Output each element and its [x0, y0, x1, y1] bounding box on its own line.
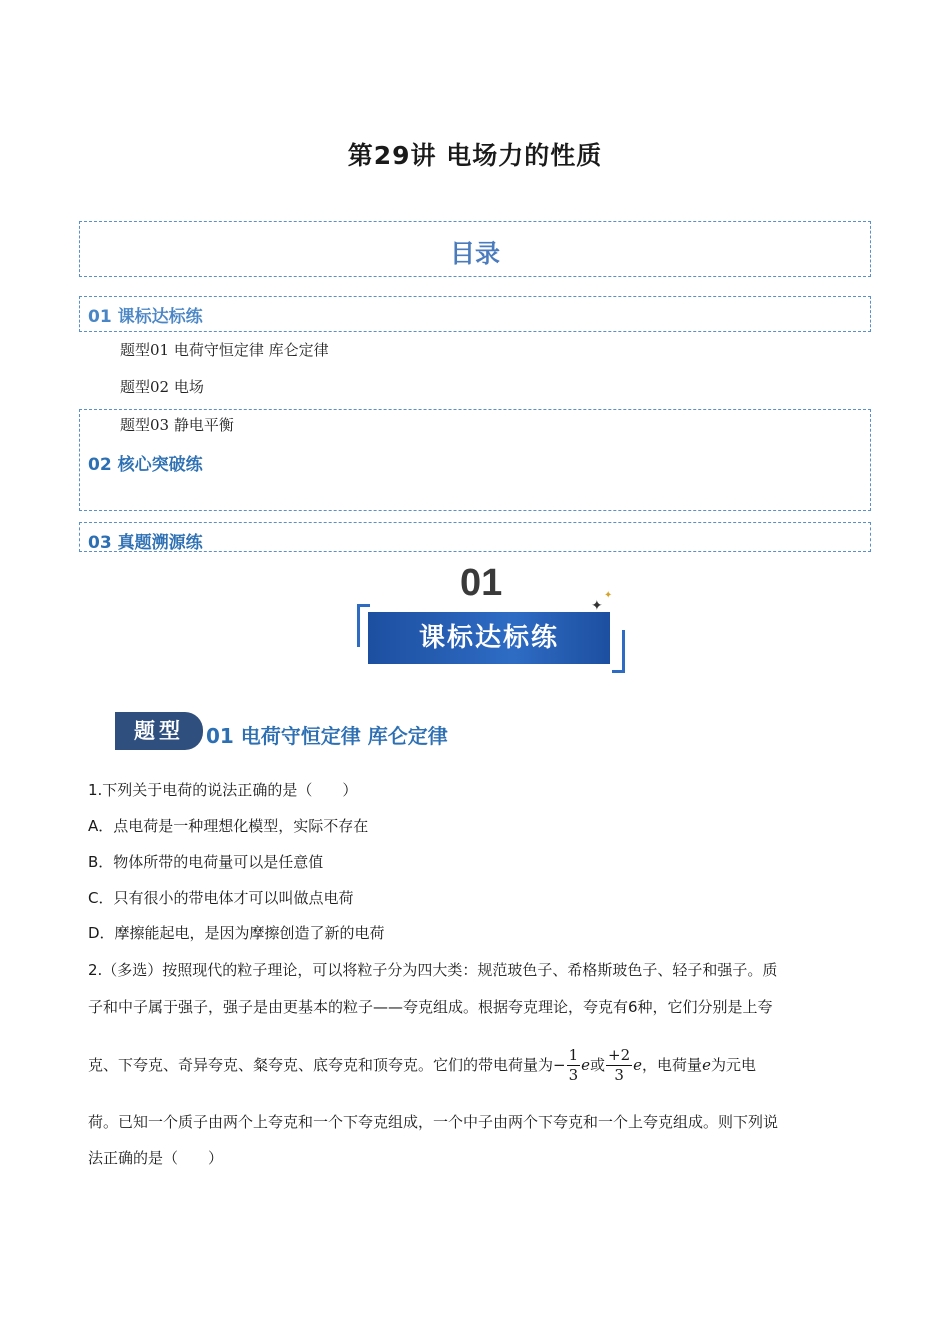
charge-symbol-2: e: [633, 1056, 643, 1074]
q2-line-3-text-c: 为元电: [710, 1056, 756, 1074]
fraction-two-thirds: $\frac{+2}{3}$: [608, 1046, 631, 1084]
q1-option-a: A．点电荷是一种理想化模型，实际不存在: [88, 817, 369, 835]
banner-bracket-right: [612, 630, 625, 673]
page-title: 第29讲 电场力的性质: [347, 141, 603, 170]
toc-item-2[interactable]: 题型02 电场: [120, 378, 204, 396]
topic-title: 01 电荷守恒定律 库仑定律: [206, 724, 448, 748]
toc-section-3[interactable]: 03 真题溯源练: [88, 533, 203, 553]
q2-line-1: 2.（多选）按照现代的粒子理论，可以将粒子分为四大类：规范玻色子、希格斯玻色子、轻子和强子。质: [88, 961, 778, 979]
banner-number: 01: [460, 562, 503, 604]
sparkle-small-icon: ✦: [604, 590, 613, 601]
charge-symbol-3: e: [702, 1056, 711, 1074]
q2-line-5: 法正确的是（ ）: [88, 1149, 224, 1167]
q1-option-c: C．只有很小的带电体才可以叫做点电荷: [88, 889, 354, 907]
charge-symbol: e: [581, 1056, 591, 1074]
q1-option-d: D．摩擦能起电，是因为摩擦创造了新的电荷: [88, 924, 385, 942]
q2-line-4: 荷。已知一个质子由两个上夸克和一个下夸克组成，一个中子由两个下夸克和一个上夸克组成。则下列说: [88, 1113, 779, 1131]
q2-line-2: 子和中子属于强子，强子是由更基本的粒子——夸克组成。根据夸克理论，夸克有6种，它们分别是上夸: [88, 998, 773, 1016]
toc-item-1[interactable]: 题型01 电荷守恒定律 库仑定律: [120, 341, 329, 359]
sparkle-icon: ✦: [591, 598, 603, 614]
toc-item-3[interactable]: 题型03 静电平衡: [120, 416, 234, 434]
toc-section-1[interactable]: 01 课标达标练: [88, 307, 203, 327]
fraction-one-third: $\frac{1}{3}$: [568, 1046, 579, 1084]
q1-stem: 1.下列关于电荷的说法正确的是（ ）: [88, 781, 358, 799]
topic-badge: 题型: [115, 712, 203, 750]
q2-line-3: [88, 1046, 756, 1085]
toc-section-2[interactable]: 02 核心突破练: [88, 455, 203, 475]
q1-option-b: B．物体所带的电荷量可以是任意值: [88, 853, 324, 871]
q2-line-3-text-b: ，电荷量: [642, 1056, 703, 1074]
or-text: 或: [590, 1056, 606, 1074]
banner-label: 课标达标练: [368, 612, 610, 664]
q2-line-3-text-a: 克、下夸克、奇异夸克、粲夸克、底夸克和顶夸克。它们的带电荷量为−: [88, 1056, 566, 1074]
toc-heading: 目录: [449, 239, 500, 268]
